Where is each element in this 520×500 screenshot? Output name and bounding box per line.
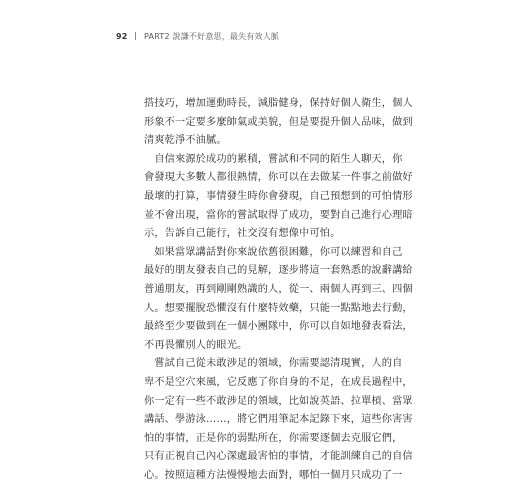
text-line: 普通朋友，再到剛剛熟識的人，從一、兩個人再到三、四個 <box>144 283 413 295</box>
text-line: 嘗試自己從未敢涉足的領域，你需要認清現實，人的自 <box>144 358 403 370</box>
text-line: 心。按照這種方法慢慢地去面對，哪怕一個月只成功了一 <box>144 469 403 481</box>
body-text <box>144 95 413 485</box>
paragraph <box>144 355 413 485</box>
page-number: 92 <box>116 32 128 41</box>
paragraph <box>144 244 413 356</box>
text-line: 形象不一定要多麼帥氣或美貌，但是要提升個人品味，做到 <box>144 116 413 128</box>
running-header <box>116 31 279 42</box>
text-line: 並不會出現，當你的嘗試取得了成功，要對自己進行心理暗 <box>144 209 413 221</box>
text-line: 怕的事情，正是你的弱點所在，你需要逐個去克服它們， <box>144 432 403 444</box>
text-line: 示，告訴自己能行，社交沒有想像中可怕。 <box>144 228 341 240</box>
text-line: 清爽乾淨不油膩。 <box>144 135 227 147</box>
header-divider <box>135 32 136 40</box>
text-line: 最壞的打算，事情發生時你會發現，自己預想到的可怕情形 <box>144 190 413 202</box>
text-line: 搭技巧，增加運動時長，減脂健身，保持好個人衛生，個人 <box>144 98 413 109</box>
text-line: 人。想要擺脫恐懼沒有什麼特效藥，只能一點點地去行動， <box>144 302 413 314</box>
text-line: 只有正視自己內心深處最害怕的事情，才能訓練自己的自信 <box>144 451 413 463</box>
text-line: 你一定有一些不敢涉足的領域，比如說英語、拉單槓、當眾 <box>144 395 413 407</box>
text-line: 最終至少要做到在一個小團隊中，你可以自如地發表看法， <box>144 321 413 333</box>
paragraph <box>144 95 413 151</box>
text-line: 講話、學游泳……，將它們用筆記本記錄下來，這些你害害 <box>144 414 413 426</box>
text-line: 卑不是空穴來風，它反應了你自身的不足，在成長過程中， <box>144 376 413 388</box>
text-line: 會發現大多數人都很熱情，你可以在去做某一件事之前做好 <box>144 172 413 184</box>
part-title: PART2 說謙不好意思，最失有效人脈 <box>144 32 280 41</box>
text-line: 自信來源於成功的累積，嘗試和不同的陌生人聊天，你 <box>144 153 403 165</box>
text-line: 如果當眾講話對你來說依舊很困難，你可以練習和自己 <box>144 246 403 258</box>
paragraph <box>144 151 413 244</box>
text-line: 最好的朋友發表自己的見解，逐步將這一套熟悉的說辭講給 <box>144 265 413 277</box>
text-line: 不再畏懼別人的眼光。 <box>144 339 248 351</box>
